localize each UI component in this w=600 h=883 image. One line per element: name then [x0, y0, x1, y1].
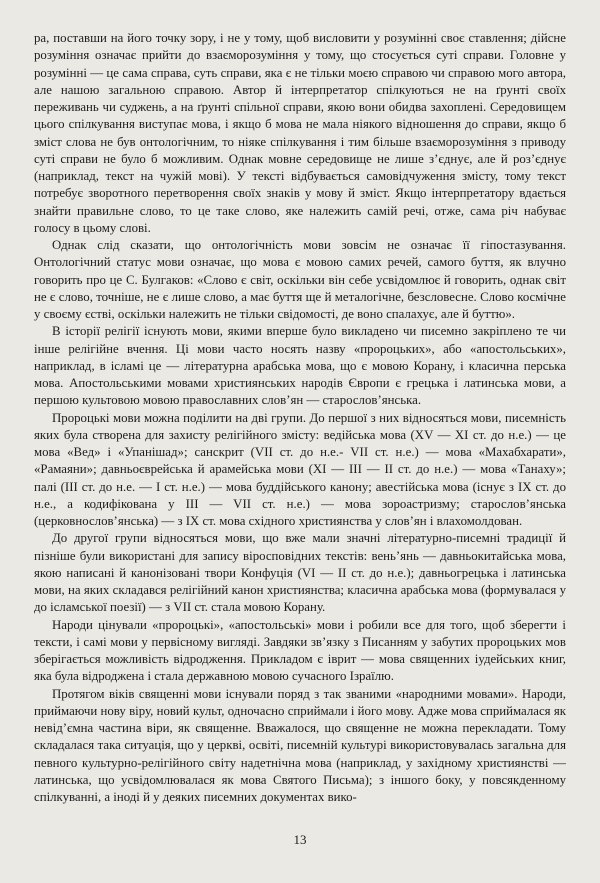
paragraph: В історії релігії існують мови, якими вперше було викладено чи писемно закріплено те чи інше релігійне вчення. Ці мови часто носять назву «пророцьких», або «апостольських», наприклад, в ісламі це — літературна арабська мова, що є мовою Корану, і класична перська мова. Апостольськими мовами християнських народів Європи є грецька і латинська мови, а першою культовою мовою православних слов’ян — старослов’янська. [34, 324, 566, 408]
paragraph: Пророцькі мови можна поділити на дві групи. До першої з них відносяться мови, писемність яких була створена для захисту релігійного змісту: ведійська мова (XV — XI ст. до н.е.) — це мова «Вед» і «Упанішад»; санскрит (VII ст. до н.е.- VII ст. н.е.) — мова «Махабхарати», «Рамаяни»; давньоєврейська й арамейська мови (XI — III — II ст. до н.е.) — мова «Танаху»; палі (III ст. до н.е. — I ст. н.е.) — мова буддійського канону; авестійська мова (існує з IX ст. до н.е., а кодифікована у III — VII ст. н.е.) — мова зороастризму; старослов’янська (церковнослов’янська) — з IX ст. мова східного християнства у слов’ян і влахомолдован. [34, 410, 566, 528]
paragraph: До другої групи відносяться мови, що вже мали значні літературно-писемні традиції й пізніше були використані для запису віросповідних текстів: вень’янь — давньокитайська мова, якою написані й канонізовані твори Конфуція (VI — II ст. до н.е.); давньогрецька і латинська мови, на яких складався релігійний канон християнства; класична арабська мова (формувалася у до ісламської поезії) — з VII ст. стала мовою Корану. [34, 531, 566, 615]
paragraph: Народи цінували «пророцькі», «апостольські» мови і робили все для того, щоб зберегти і тексти, і самі мови у первісному вигляді. Завдяки зв’язку з Писанням у забутих пророцьких мов зберігається можливість відродження. Прикладом є іврит — мова священних іудейських книг, яка була відроджена і стала державною мовою сучасного Ізраїлю. [34, 617, 566, 684]
paragraph: Однак слід сказати, що онтологічність мови зовсім не означає її гіпостазування. Онтологічний статус мови означає, що мова є мовою самих речей, самого буття, як влучно говорить про це С. Булгаков: «Слово є світ, оскільки він себе усвідомлює й говорить, однак світ не є слово, точніше, не є лише слово, а має буття ще й металогічне, безсловесне. Слово космічне у своєму єстві, оскільки належить не тільки свідомості, де воно спалахує, але й буттю». [34, 238, 566, 321]
body-text [34, 30, 566, 806]
paragraph: ра, поставши на його точку зору, і не у тому, щоб висловити у розумінні своє ставлення; дійсне розуміння означає прийти до взаєморозуміння у тому, що стосується суті справи. Головне у розумінні — це сама справа, суть справи, яка є не тільки моєю справою чи справою мого автора, але нашою загальною справою. Автор й інтерпретатор спілкуються не на ґрунті своїх переживань чи суджень, а на ґрунті спільної справи, якою вони обидва захоплені. Середовищем цього спілкування виступає мова, і якщо б мова не мала ніякого відношення до справи, якщо б зміст слова не був онтологічним, то ніяке спілкування і тим більше взаєморозуміння з приводу суті справи не було б можливим. Однак мовне середовище не лише з’єднує, але й роз’єднує (наприклад, текст на чужій мові). У тексті відбувається самовідчуження змісту, тому текст потребує зворотного перетворення своїх знаків у мову й зміст. Якщо інтерпретатору вдається знайти правильне слово, то це таке слово, яке належить самій речі, отже, сама річ набуває голосу в цьому слові. [34, 31, 566, 235]
page-number: 13 [293, 832, 307, 847]
paragraph: Протягом віків священні мови існували поряд з так званими «народними мовами». Народи, приймаючи нову віру, новий культ, одночасно сприймали і його мову. Адже мова сприймалася як невід’ємна частина віри, як священне. Вважалося, що священне не можна перекладати. Тому складалася така ситуація, що у церкві, освіті, писемній культурі використовувалась загальна для певного культурно-релігійного світу надетнічна мова (наприклад, у західному християнстві — латинська, що усвідомлювалася як мова Святого Письма); з іншого боку, у повсякденному спілкуванні, а іноді й у деяких писемних документах вико- [34, 686, 566, 804]
